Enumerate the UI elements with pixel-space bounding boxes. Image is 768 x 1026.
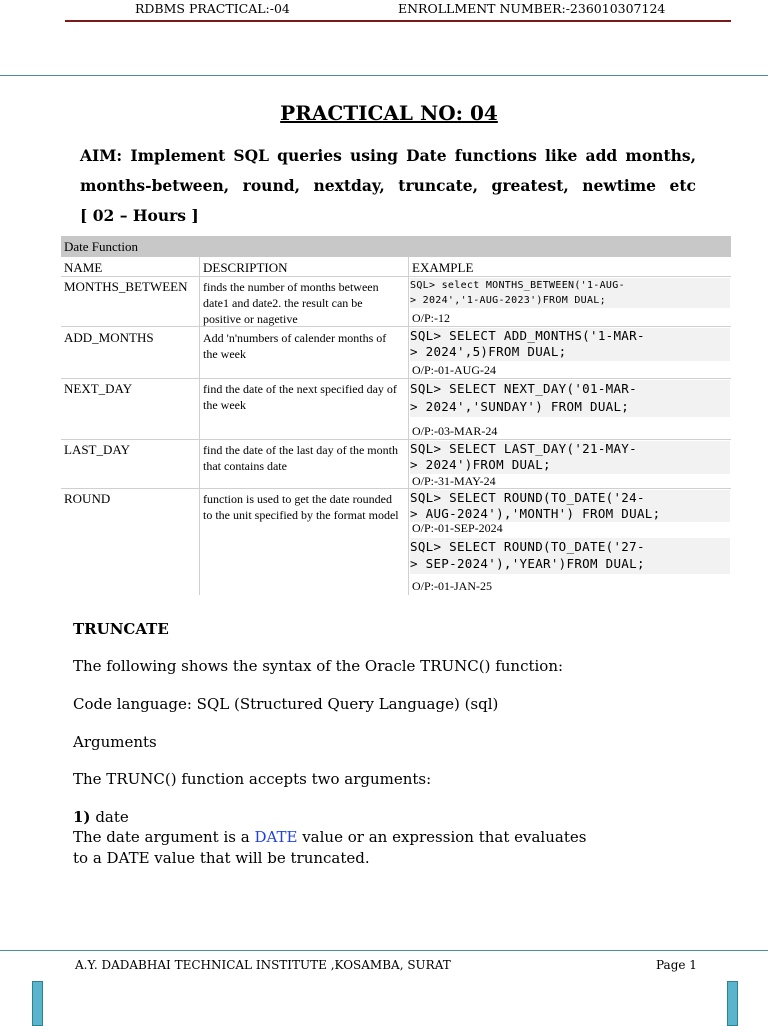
col-divider: [199, 257, 200, 595]
table-row-name: NEXT_DAY: [64, 381, 133, 396]
table-row-description: finds the number of months between date1 and date2. the result can be positive or nagetive: [203, 280, 379, 326]
paragraph-text: The date argument is a: [73, 828, 255, 846]
example-code: SQL> SELECT ROUND(TO_DATE('24- > AUG-2024'),'MONTH') FROM DUAL;: [410, 490, 730, 522]
example-code: SQL> SELECT NEXT_DAY('01-MAR- > 2024','SUNDAY') FROM DUAL;: [410, 380, 730, 417]
example-output: O/P:-12: [412, 311, 451, 325]
example-output: O/P:-31-MAY-24: [412, 474, 496, 488]
date-link[interactable]: DATE: [254, 828, 298, 846]
row-divider: [61, 276, 731, 277]
paragraph: to a DATE value that will be truncated.: [73, 849, 370, 867]
paragraph: The TRUNC() function accepts two arguments:: [73, 770, 432, 788]
list-item-label: date: [90, 808, 129, 826]
row-divider: [61, 439, 731, 440]
table-caption-text: Date Function: [64, 239, 139, 254]
paragraph: The following shows the syntax of the Oracle TRUNC() function:: [73, 657, 564, 675]
footer-institute: A.Y. DADABHAI TECHNICAL INSTITUTE ,KOSAMBA, SURAT: [75, 958, 451, 972]
row-divider: [61, 488, 731, 489]
col-divider: [408, 257, 409, 595]
example-output: O/P:-01-AUG-24: [412, 363, 496, 377]
col-header-description: DESCRIPTION: [203, 260, 288, 275]
right-margin-bar: [727, 981, 738, 1026]
example-code: SQL> select MONTHS_BETWEEN('1-AUG- > 2024','1-AUG-2023')FROM DUAL;: [410, 278, 730, 308]
row-divider: [61, 378, 731, 379]
list-item: [73, 808, 129, 826]
table-row-name: ROUND: [64, 491, 111, 506]
paragraph: [73, 828, 586, 846]
paragraph: Arguments: [73, 733, 157, 751]
left-margin-bar: [32, 981, 43, 1026]
table-row-description: find the date of the next specified day of the week: [203, 382, 397, 412]
page-header: [65, 0, 731, 22]
header-left: RDBMS PRACTICAL:-04: [135, 1, 290, 16]
example-output: O/P:-03-MAR-24: [412, 424, 498, 438]
example-output-2: O/P:-01-JAN-25: [412, 579, 492, 593]
paragraph: Code language: SQL (Structured Query Language) (sql): [73, 695, 499, 713]
col-header-name: NAME: [64, 260, 103, 275]
example-code: SQL> SELECT LAST_DAY('21-MAY- > 2024')FROM DUAL;: [410, 441, 730, 474]
page-number: Page 1: [656, 958, 697, 972]
list-item-number: 1): [73, 808, 91, 826]
paragraph-text: value or an expression that evaluates: [297, 828, 587, 846]
table-row-description: function is used to get the date rounded to the unit specified by the format model: [203, 492, 399, 522]
aim-line-3: [ 02 – Hours ]: [80, 206, 199, 225]
page-title: PRACTICAL NO: 04: [280, 101, 498, 125]
footer-divider: [0, 950, 768, 951]
example-code: SQL> SELECT ADD_MONTHS('1-MAR- > 2024',5)FROM DUAL;: [410, 328, 730, 361]
table-caption: [61, 236, 731, 257]
table-row-name: MONTHS_BETWEEN: [64, 279, 188, 294]
table-row-name: ADD_MONTHS: [64, 330, 154, 345]
header-divider: [0, 75, 768, 76]
table-row-name: LAST_DAY: [64, 442, 130, 457]
aim-line-2: months-between, round, nextday, truncate, greatest, newtime etc: [80, 176, 696, 195]
example-output: O/P:-01-SEP-2024: [412, 521, 503, 535]
section-heading: TRUNCATE: [73, 620, 169, 638]
col-header-example: EXAMPLE: [412, 260, 474, 275]
table-row-description: Add 'n'numbers of calender months of the week: [203, 331, 387, 361]
date-function-table: [61, 236, 731, 596]
aim-line-1: AIM: Implement SQL queries using Date functions like add months,: [80, 146, 696, 165]
example-code-2: SQL> SELECT ROUND(TO_DATE('27- > SEP-2024'),'YEAR')FROM DUAL;: [410, 538, 730, 574]
table-row-description: find the date of the last day of the month that contains date: [203, 443, 398, 473]
header-right: ENROLLMENT NUMBER:-236010307124: [398, 1, 666, 16]
